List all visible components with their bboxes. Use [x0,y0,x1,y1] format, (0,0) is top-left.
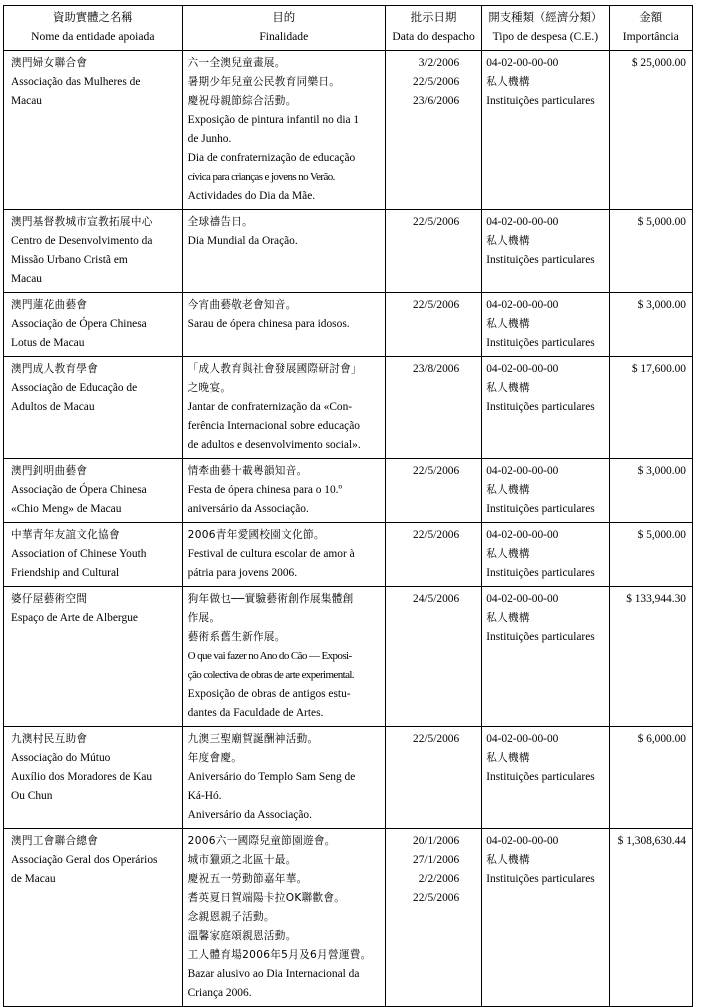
amount [609,210,692,293]
purpose-line: 念親恩親子活動。 [187,911,275,923]
expense-type-line: 04-02-00-00-00 [486,593,559,605]
amount [609,727,692,829]
entity-name [4,51,183,210]
header-entity-pt: Nome da entidade apoiada [31,30,155,43]
expense-type-line: Instituições particulares [486,401,595,413]
table-header [4,6,693,51]
amount [609,523,692,587]
header-entity-zh: 資助實體之名稱 [52,12,133,24]
expense-type-line: 私人機構 [486,548,530,560]
entity-name-line: Associação Geral dos Operários [11,854,158,866]
entity-name-line: Macau [11,273,42,285]
entity-name [4,587,183,727]
expense-type-line: Instituições particulares [486,503,595,515]
header-amount [609,6,692,51]
entity-name-line: 澳門釗明曲藝會 [11,465,88,477]
entity-name-line: Associação de Educação de [11,382,138,394]
entity-name-line: Espaço de Arte de Albergue [11,612,138,624]
purpose-line: Festival de cultura escolar de amor à [187,548,355,560]
purpose [182,523,385,587]
purpose-line: 作展。 [187,612,221,624]
purpose-line: cívica para crianças e jovens no Verão. [187,171,335,183]
header-purpose-zh: 目的 [272,12,296,24]
entity-name-line: de Macau [11,873,56,885]
expense-type-line: Instituições particulares [486,254,595,266]
expense-type-line: 私人機構 [486,382,530,394]
purpose-line: 年度會慶。 [187,752,243,764]
dispatch-date [385,587,481,727]
header-purpose [182,6,385,51]
entity-name-line: Macau [11,95,42,107]
expense-type-line: 私人機構 [486,752,530,764]
purpose-line: Bazar alusivo ao Dia Internacional da [187,968,360,980]
purpose [182,829,385,1007]
entity-name-line: 九澳村民互助會 [11,733,88,745]
entity-name-line: 澳門基督教城市宣教拓展中心 [11,216,153,228]
purpose-line: 情牽曲藝十載粵韻知音。 [187,465,308,477]
purpose-line: 2006青年愛國校園文化節。 [187,529,325,541]
expense-type-line: 私人機構 [486,854,530,866]
dispatch-date-line: 22/5/2006 [413,733,460,745]
dispatch-date [385,210,481,293]
purpose [182,357,385,459]
purpose-line: ferência Internacional sobre educação [187,420,360,432]
purpose-line: Exposição de pintura infantil no dia 1 [187,114,360,126]
entity-name-line: Missão Urbano Cristã em [11,254,128,266]
entity-name-line: «Chio Meng» de Macau [11,503,122,515]
amount-value: $ 1,308,630.44 [617,835,686,847]
entity-name-line: 澳門蓮花曲藝會 [11,299,88,311]
expense-type-line: Instituições particulares [486,771,595,783]
amount-value: $ 5,000.00 [637,216,686,228]
entity-name [4,523,183,587]
dispatch-date [385,829,481,1007]
table-row [4,829,693,1007]
entity-name [4,293,183,357]
dispatch-date-line: 20/1/2006 [413,835,460,847]
expense-type-line: 04-02-00-00-00 [486,57,559,69]
purpose-line: O que vai fazer no Ano do Cão — Exposi- [187,650,352,662]
purpose-line: 之晚宴。 [187,382,232,394]
purpose [182,210,385,293]
entity-name [4,357,183,459]
header-entity [4,6,183,51]
purpose-line: Aniversário da Associação. [187,809,312,821]
purpose [182,459,385,523]
dispatch-date [385,523,481,587]
header-amount-zh: 金額 [639,12,663,24]
dispatch-date-line: 22/5/2006 [413,892,460,904]
header-date [385,6,481,51]
dispatch-date-line: 22/5/2006 [413,299,460,311]
expense-type [482,357,609,459]
header-type [482,6,609,51]
purpose-line: 全球禱告日。 [187,216,254,228]
dispatch-date [385,459,481,523]
purpose-line: 工人體育場2006年5月及6月營運費。 [187,949,372,961]
header-purpose-pt: Finalidade [259,30,309,43]
dispatch-date-line: 23/8/2006 [413,363,460,375]
dispatch-date-line: 22/5/2006 [413,76,460,88]
entity-name-line: 婆仔屋藝術空間 [11,593,88,605]
purpose-line: Criança 2006. [187,987,252,999]
purpose-line: dantes da Faculdade de Artes. [187,707,324,719]
expense-type-line: 私人機構 [486,318,530,330]
expense-type-line: 04-02-00-00-00 [486,363,559,375]
amount [609,51,692,210]
amount [609,459,692,523]
header-date-pt: Data do despacho [392,30,475,43]
header-date-zh: 批示日期 [410,12,457,24]
expense-type-line: 04-02-00-00-00 [486,465,559,477]
purpose-line: Dia Mundial da Oração. [187,235,298,247]
purpose-line: pátria para jovens 2006. [187,567,298,579]
dispatch-date-line: 24/5/2006 [413,593,460,605]
amount [609,587,692,727]
dispatch-date-line: 22/5/2006 [413,529,460,541]
entity-name-line: Associação de Ópera Chinesa [11,318,147,330]
expense-table-sheet [3,5,693,1007]
amount-value: $ 3,000.00 [637,465,686,477]
expense-type [482,293,609,357]
dispatch-date-line: 22/5/2006 [413,216,460,228]
entity-name-line: Associação do Mútuo [11,752,111,764]
purpose-line: 慶祝五一勞動節嘉年華。 [187,873,308,885]
expense-type-line: 私人機構 [486,235,530,247]
purpose-line: 慶祝母親節綜合活動。 [187,95,297,107]
dispatch-date [385,727,481,829]
entity-name-line: 澳門婦女聯合會 [11,57,88,69]
purpose-line: de adultos e desenvolvimento social». [187,439,361,451]
purpose-line: 六一全澳兒童畫展。 [187,57,286,69]
purpose-line: Sarau de ópera chinesa para idosos. [187,318,350,330]
amount-value: $ 5,000.00 [637,529,686,541]
dispatch-date-line: 23/6/2006 [413,95,460,107]
header-type-pt: Tipo de despesa (C.E.) [492,30,599,43]
purpose-line: 九澳三聖廟賀誕酬神活動。 [187,733,319,745]
purpose-line: 藝術系舊生新作展。 [187,631,286,643]
purpose-line: de Junho. [187,133,232,145]
table-row [4,210,693,293]
entity-name [4,829,183,1007]
table-row [4,293,693,357]
subsidy-table [3,5,693,1007]
entity-name-line: 中華青年友誼文化協會 [11,529,120,541]
table-row [4,727,693,829]
dispatch-date [385,293,481,357]
expense-type [482,51,609,210]
entity-name-line: Lotus de Macau [11,337,85,349]
purpose-line: 暑期少年兒童公民教育同樂日。 [187,76,341,88]
header-type-zh: 開支種類（經濟分類） [488,12,603,24]
expense-type-line: Instituições particulares [486,873,595,885]
entity-name-line: Centro de Desenvolvimento da [11,235,153,247]
expense-type [482,210,609,293]
dispatch-date [385,51,481,210]
amount-value: $ 17,600.00 [631,363,686,375]
expense-type-line: 04-02-00-00-00 [486,216,559,228]
table-row [4,459,693,523]
entity-name-line: Associação das Mulheres de [11,76,141,88]
expense-type [482,727,609,829]
entity-name-line: Association of Chinese Youth [11,548,147,560]
purpose-line: Festa de ópera chinesa para o 10.º [187,484,343,496]
purpose [182,587,385,727]
entity-name-line: Auxílio dos Moradores de Kau [11,771,153,783]
table-row [4,357,693,459]
dispatch-date-line: 22/5/2006 [413,465,460,477]
expense-type [482,459,609,523]
purpose-line: 城市獵頭之北區十最。 [187,854,297,866]
entity-name-line: 澳門成人教育學會 [11,363,99,375]
amount [609,829,692,1007]
amount-value: $ 133,944.30 [626,593,686,605]
purpose-line: Actividades do Dia da Mãe. [187,190,316,202]
entity-name-line: Associação de Ópera Chinesa [11,484,147,496]
expense-type-line: 04-02-00-00-00 [486,835,559,847]
purpose [182,727,385,829]
entity-name-line: Adultos de Macau [11,401,95,413]
purpose-line: 「成人教育與社會發展國際研討會」 [187,363,362,375]
amount-value: $ 25,000.00 [631,57,686,69]
expense-type-line: 04-02-00-00-00 [486,529,559,541]
purpose-line: Exposição de obras de antigos estu- [187,688,351,700]
amount-value: $ 3,000.00 [637,299,686,311]
purpose [182,293,385,357]
purpose-line: Jantar de confraternização da «Con- [187,401,353,413]
table-row [4,587,693,727]
table-body [4,51,693,1007]
expense-type [482,523,609,587]
entity-name [4,727,183,829]
table-row [4,51,693,210]
expense-type [482,829,609,1007]
expense-type-line: Instituições particulares [486,337,595,349]
amount-value: $ 6,000.00 [637,733,686,745]
dispatch-date-line: 2/2/2006 [418,873,460,885]
dispatch-date-line: 3/2/2006 [418,57,460,69]
purpose-line: 耆英夏日賀端陽卡拉OK聯歡會。 [187,892,346,904]
entity-name-line: Ou Chun [11,790,53,802]
dispatch-date-line: 27/1/2006 [413,854,460,866]
purpose-line: 溫馨家庭頌親恩活動。 [187,930,297,942]
expense-type-line: 私人機構 [486,612,530,624]
entity-name [4,459,183,523]
entity-name-line: 澳門工會聯合總會 [11,835,99,847]
dispatch-date [385,357,481,459]
header-amount-pt: Importância [622,30,679,43]
expense-type-line: Instituições particulares [486,567,595,579]
expense-type-line: 04-02-00-00-00 [486,733,559,745]
purpose-line: ção colectiva de obras de arte experimental. [187,669,354,681]
purpose-line: 狗年做乜──實驗藝術創作展集體創 [187,593,354,605]
entity-name [4,210,183,293]
table-row [4,523,693,587]
purpose-line: Ká-Hó. [187,790,222,802]
purpose-line: Aniversário do Templo Sam Seng de [187,771,356,783]
expense-type [482,587,609,727]
expense-type-line: Instituições particulares [486,631,595,643]
entity-name-line: Friendship and Cultural [11,567,120,579]
purpose-line: aniversário da Associação. [187,503,309,515]
purpose [182,51,385,210]
amount [609,293,692,357]
purpose-line: 今宵曲藝敬老會知音。 [187,299,297,311]
expense-type-line: Instituições particulares [486,95,595,107]
expense-type-line: 私人機構 [486,76,530,88]
amount [609,357,692,459]
purpose-line: 2006六一國際兒童節園遊會。 [187,835,336,847]
expense-type-line: 私人機構 [486,484,530,496]
expense-type-line: 04-02-00-00-00 [486,299,559,311]
purpose-line: Dia de confraternização de educação [187,152,356,164]
